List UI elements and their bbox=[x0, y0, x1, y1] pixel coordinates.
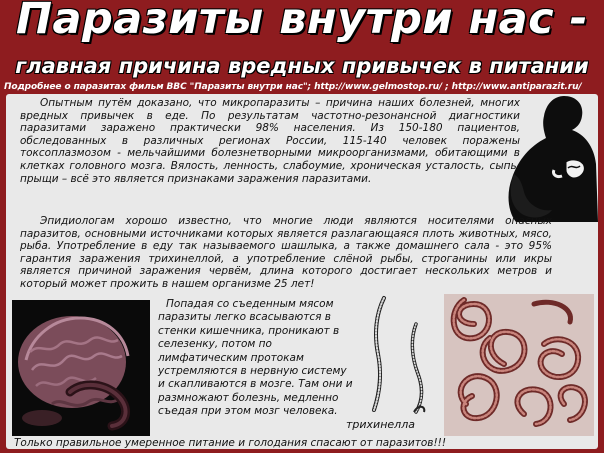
paragraph-1: Опытным путём доказано, что микропаразиты – причина наших болезней, многих вредных привычек в еде. По результатам частотно-резонансной диагностики паразитами заражено практически 98% населения. Из 150-180 пациентов, обследованных в различных регионах России, 115-140 человек поражены токсоплазмозом - мельчайшими болезнетворными микроорганизмами, обитающими в клетках головного мозга. Вялость, ленность, слабоумие, хроническая усталость, сыпь, прыщи – всё это является признаками заражения паразитами. bbox=[20, 97, 520, 185]
trichinella-worm-illustration bbox=[356, 294, 446, 414]
paragraph-3: Попадая со съеденным мясом паразиты легко всасываются в стенки кишечника, проникают в селезенку, потом по лимфатическим протокам устремляются в нервную систему и скапливаются в мозге. Там они и размножают болезнь, медленно съедая при этом мозг человека. bbox=[158, 298, 353, 418]
coiled-worms-photo bbox=[444, 294, 594, 436]
paragraph-2: Эпидиологам хорошо известно, что многие люди являются носителями опасных паразитов, основными источниками которых является разлагающаяся плоть животных, мясо, рыба. Употребление в еду так называемого шашлыка, а также домашнего сала - это 95% гарантия заражения трихинеллой, а употребление слёной рыбы, строганины или икры является причиной заражения червём, длина которого достигает нескольких метров и который может прожить в нашем организме 25 лет! bbox=[20, 215, 552, 290]
credits-line: Подробнее о паразитах фильм BBC "Паразиты внутри нас"; http://www.gelmostop.ru/ ; http://www.antiparazit.ru/ bbox=[4, 82, 582, 92]
footer-text: Только правильное умеренное питание и голодания спасают от паразитов!!! bbox=[14, 437, 447, 449]
trichinella-caption: трихинелла bbox=[346, 418, 415, 431]
brain-with-parasite-image bbox=[12, 300, 150, 436]
page-title: Паразиты внутри нас - bbox=[16, 0, 588, 44]
content-panel bbox=[6, 94, 598, 449]
page-subtitle: главная причина вредных привычек в питании bbox=[15, 54, 589, 78]
